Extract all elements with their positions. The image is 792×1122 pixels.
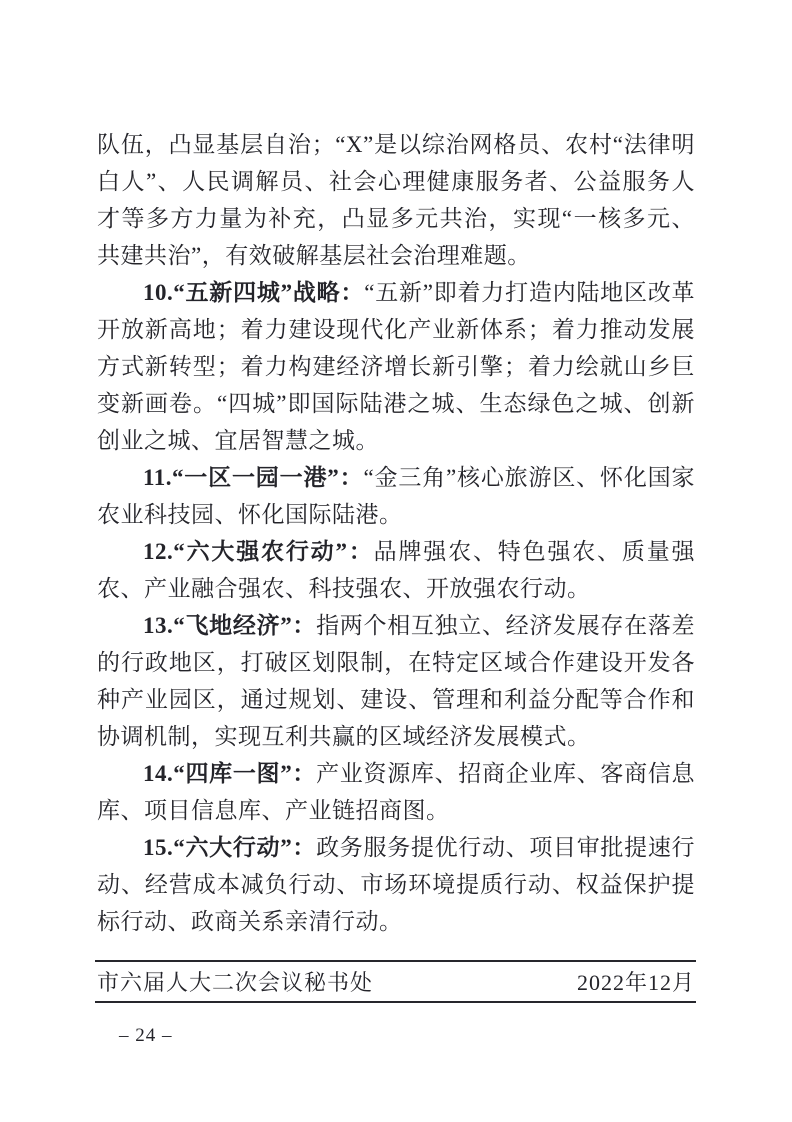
glossary-item-11 bbox=[97, 459, 695, 533]
footer-date: 2022年12月 bbox=[576, 970, 695, 995]
glossary-term-15: 15.“六大行动”： bbox=[143, 835, 317, 860]
glossary-item-10 bbox=[97, 274, 695, 459]
glossary-term-11: 11.“一区一园一港”： bbox=[143, 465, 364, 490]
footer-issuer: 市六届人大二次会议秘书处 bbox=[97, 970, 374, 995]
glossary-definition-12: 品牌强农、特色强农、质量强农、产业融合强农、科技强农、开放强农行动。 bbox=[97, 539, 696, 601]
glossary-definition-11: “金三角”核心旅游区、怀化国家农业科技园、怀化国际陆港。 bbox=[97, 465, 695, 527]
glossary-item-15 bbox=[97, 829, 695, 940]
footer-rule-top bbox=[95, 960, 696, 962]
glossary-item-12 bbox=[97, 533, 695, 607]
glossary-term-10: 10.“五新四城”战略： bbox=[143, 280, 365, 305]
glossary-term-12: 12.“六大强农行动”： bbox=[143, 539, 374, 564]
body-text bbox=[97, 126, 695, 940]
footer-rule-bottom bbox=[95, 1001, 696, 1003]
footer bbox=[97, 969, 695, 997]
glossary-definition-14: 产业资源库、招商企业库、客商信息库、项目信息库、产业链招商图。 bbox=[97, 761, 696, 823]
page-number: – 24 – bbox=[119, 1025, 173, 1046]
glossary-term-13: 13.“飞地经济”： bbox=[143, 613, 317, 638]
glossary-term-14: 14.“四库一图”： bbox=[143, 761, 317, 786]
glossary-item-14 bbox=[97, 755, 695, 829]
glossary-definition-13: 指两个相互独立、经济发展存在落差的行政地区，打破区划限制，在特定区域合作建设开发各种产业园区，通过规划、建设、管理和利益分配等合作和协调机制，实现互利共赢的区域经济发展模式。 bbox=[97, 613, 696, 749]
glossary-definition-10: “五新”即着力打造内陆地区改革开放新高地；着力建设现代化产业新体系；着力推动发展方式新转型；着力构建经济增长新引擎；着力绘就山乡巨变新画卷。“四城”即国际陆港之城、生态绿色之城、创新创业之城、宜居智慧之城。 bbox=[97, 280, 696, 453]
glossary-definition-15: 政务服务提优行动、项目审批提速行动、经营成本减负行动、市场环境提质行动、权益保护提标行动、政商关系亲清行动。 bbox=[97, 835, 696, 934]
continuation-paragraph: 队伍，凸显基层自治；“X”是以综治网格员、农村“法律明白人”、人民调解员、社会心理健康服务者、公益服务人才等多方力量为补充，凸显多元共治，实现“一核多元、共建共治”，有效破解基层社会治理难题。 bbox=[97, 132, 695, 268]
glossary-item-13 bbox=[97, 607, 695, 755]
